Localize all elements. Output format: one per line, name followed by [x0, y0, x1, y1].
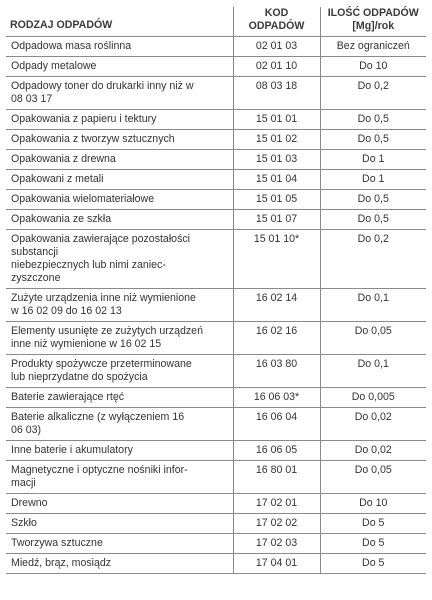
waste-code-cell: 16 06 04: [233, 408, 320, 441]
waste-code-cell: 08 03 18: [233, 77, 320, 110]
table-row: [6, 130, 426, 150]
waste-table-container: [6, 0, 426, 574]
waste-code-cell: 17 02 01: [233, 494, 320, 514]
table-body: [6, 37, 426, 574]
table-row: [6, 190, 426, 210]
waste-type-cell: [6, 57, 233, 77]
table-row: [6, 322, 426, 355]
waste-type-cell: [6, 37, 233, 57]
waste-quantity-cell: Do 5: [320, 514, 426, 534]
waste-quantity-cell: Do 0,05: [320, 322, 426, 355]
waste-quantity-cell: Do 0,05: [320, 461, 426, 494]
table-row: [6, 408, 426, 441]
waste-type-line: Inne baterie i akumulatory: [11, 444, 133, 456]
waste-type-line: Odpady metalowe: [11, 60, 97, 72]
waste-type-line: inne niż wymienione w 16 02 15: [11, 338, 162, 350]
table-row: [6, 230, 426, 289]
waste-quantity-cell: Do 0,5: [320, 110, 426, 130]
table-row: [6, 494, 426, 514]
waste-quantity-cell: Do 0,02: [320, 408, 426, 441]
waste-code-cell: 17 04 01: [233, 554, 320, 574]
table-row: [6, 77, 426, 110]
waste-quantity-cell: Do 0,1: [320, 355, 426, 388]
waste-quantity-cell: Do 0,5: [320, 210, 426, 230]
table-row: [6, 210, 426, 230]
waste-type-cell: [6, 170, 233, 190]
waste-quantity-cell: Do 0,5: [320, 130, 426, 150]
waste-quantity-cell: Do 0,02: [320, 441, 426, 461]
waste-quantity-cell: Bez ograniczeń: [320, 37, 426, 57]
waste-type-cell: [6, 230, 233, 289]
waste-code-cell: 02 01 03: [233, 37, 320, 57]
table-row: [6, 514, 426, 534]
waste-type-line: Produkty spożywcze przeterminowane: [11, 358, 192, 370]
waste-code-cell: 16 03 80: [233, 355, 320, 388]
waste-code-cell: 15 01 10*: [233, 230, 320, 289]
waste-quantity-cell: Do 0,5: [320, 190, 426, 210]
waste-type-cell: [6, 322, 233, 355]
waste-type-line: Opakowania z drewna: [11, 153, 116, 165]
table-row: [6, 110, 426, 130]
waste-type-line: lub nieprzydatne do spożycia: [11, 371, 148, 383]
waste-type-cell: [6, 150, 233, 170]
waste-code-cell: 17 02 03: [233, 534, 320, 554]
waste-code-cell: 15 01 03: [233, 150, 320, 170]
waste-quantity-cell: Do 5: [320, 534, 426, 554]
waste-type-cell: [6, 355, 233, 388]
waste-type-line: niebezpiecznych lub nimi zaniec-: [11, 259, 166, 271]
table-row: [6, 289, 426, 322]
waste-quantity-cell: Do 1: [320, 150, 426, 170]
waste-type-line: Baterie zawierające rtęć: [11, 391, 125, 403]
waste-type-line: Magnetyczne i optyczne nośniki infor-: [11, 464, 188, 476]
waste-type-line: Odpadowy toner do drukarki inny niż w: [11, 80, 194, 92]
table-row: [6, 554, 426, 574]
waste-quantity-cell: Do 10: [320, 57, 426, 77]
table-row: [6, 150, 426, 170]
waste-type-line: Baterie alkaliczne (z wyłączeniem 16: [11, 411, 185, 423]
waste-type-line: Opakowania z tworzyw sztucznych: [11, 133, 175, 145]
waste-type-cell: [6, 408, 233, 441]
waste-code-cell: 15 01 02: [233, 130, 320, 150]
table-row: [6, 461, 426, 494]
waste-code-cell: 17 02 02: [233, 514, 320, 534]
waste-type-line: Opakowania ze szkła: [11, 213, 112, 225]
waste-type-line: Tworzywa sztuczne: [11, 537, 103, 549]
waste-type-line: zyszczone: [11, 272, 61, 284]
waste-type-line: Opakowania wielomateriałowe: [11, 193, 155, 205]
waste-type-line: Opakowani z metali: [11, 173, 104, 185]
waste-type-line: w 16 02 09 do 16 02 13: [11, 305, 122, 317]
waste-code-cell: 15 01 04: [233, 170, 320, 190]
waste-quantity-cell: Do 0,2: [320, 77, 426, 110]
waste-code-cell: 02 01 10: [233, 57, 320, 77]
waste-code-cell: 15 01 05: [233, 190, 320, 210]
waste-code-cell: 15 01 01: [233, 110, 320, 130]
waste-type-cell: [6, 77, 233, 110]
waste-code-cell: 16 06 03*: [233, 388, 320, 408]
waste-type-line: 08 03 17: [11, 93, 53, 105]
table-header: [6, 7, 426, 37]
waste-type-line: Opakowania zawierające pozostałości: [11, 233, 191, 245]
waste-code-cell: 16 02 14: [233, 289, 320, 322]
waste-type-cell: [6, 514, 233, 534]
waste-quantity-cell: Do 5: [320, 554, 426, 574]
table-row: [6, 355, 426, 388]
waste-type-line: Odpadowa masa roślinna: [11, 40, 132, 52]
waste-type-line: Zużyte urządzenia inne niż wymienione: [11, 292, 196, 304]
waste-type-line: Miedź, brąz, mosiądz: [11, 557, 112, 569]
waste-type-cell: [6, 534, 233, 554]
table-row: [6, 441, 426, 461]
waste-type-cell: [6, 210, 233, 230]
waste-code-cell: 15 01 07: [233, 210, 320, 230]
waste-code-cell: 16 02 16: [233, 322, 320, 355]
table-row: [6, 534, 426, 554]
waste-type-cell: [6, 110, 233, 130]
header-waste-code: KOD ODPADÓW: [233, 7, 320, 37]
waste-type-line: Drewno: [11, 497, 48, 509]
table-row: [6, 57, 426, 77]
waste-quantity-cell: Do 0,1: [320, 289, 426, 322]
waste-quantity-cell: Do 0,2: [320, 230, 426, 289]
header-waste-quantity: ILOŚĆ ODPADÓW [Mg]/rok: [320, 7, 426, 37]
waste-type-line: Szkło: [11, 517, 37, 529]
waste-type-cell: [6, 190, 233, 210]
waste-type-cell: [6, 461, 233, 494]
waste-quantity-cell: Do 0,005: [320, 388, 426, 408]
waste-table: [6, 7, 426, 574]
waste-quantity-cell: Do 1: [320, 170, 426, 190]
waste-type-cell: [6, 441, 233, 461]
waste-type-line: substancji: [11, 246, 59, 258]
waste-type-line: 06 03): [11, 424, 42, 436]
waste-type-line: macji: [11, 477, 36, 489]
waste-type-cell: [6, 494, 233, 514]
header-waste-type: RODZAJ ODPADÓW: [6, 7, 233, 37]
waste-type-cell: [6, 554, 233, 574]
table-row: [6, 388, 426, 408]
table-row: [6, 37, 426, 57]
waste-code-cell: 16 80 01: [233, 461, 320, 494]
table-row: [6, 170, 426, 190]
waste-type-cell: [6, 289, 233, 322]
waste-code-cell: 16 06 05: [233, 441, 320, 461]
waste-type-cell: [6, 388, 233, 408]
waste-type-cell: [6, 130, 233, 150]
waste-quantity-cell: Do 10: [320, 494, 426, 514]
waste-type-line: Opakowania z papieru i tektury: [11, 113, 157, 125]
waste-type-line: Elementy usunięte ze zużytych urządzeń: [11, 325, 203, 337]
